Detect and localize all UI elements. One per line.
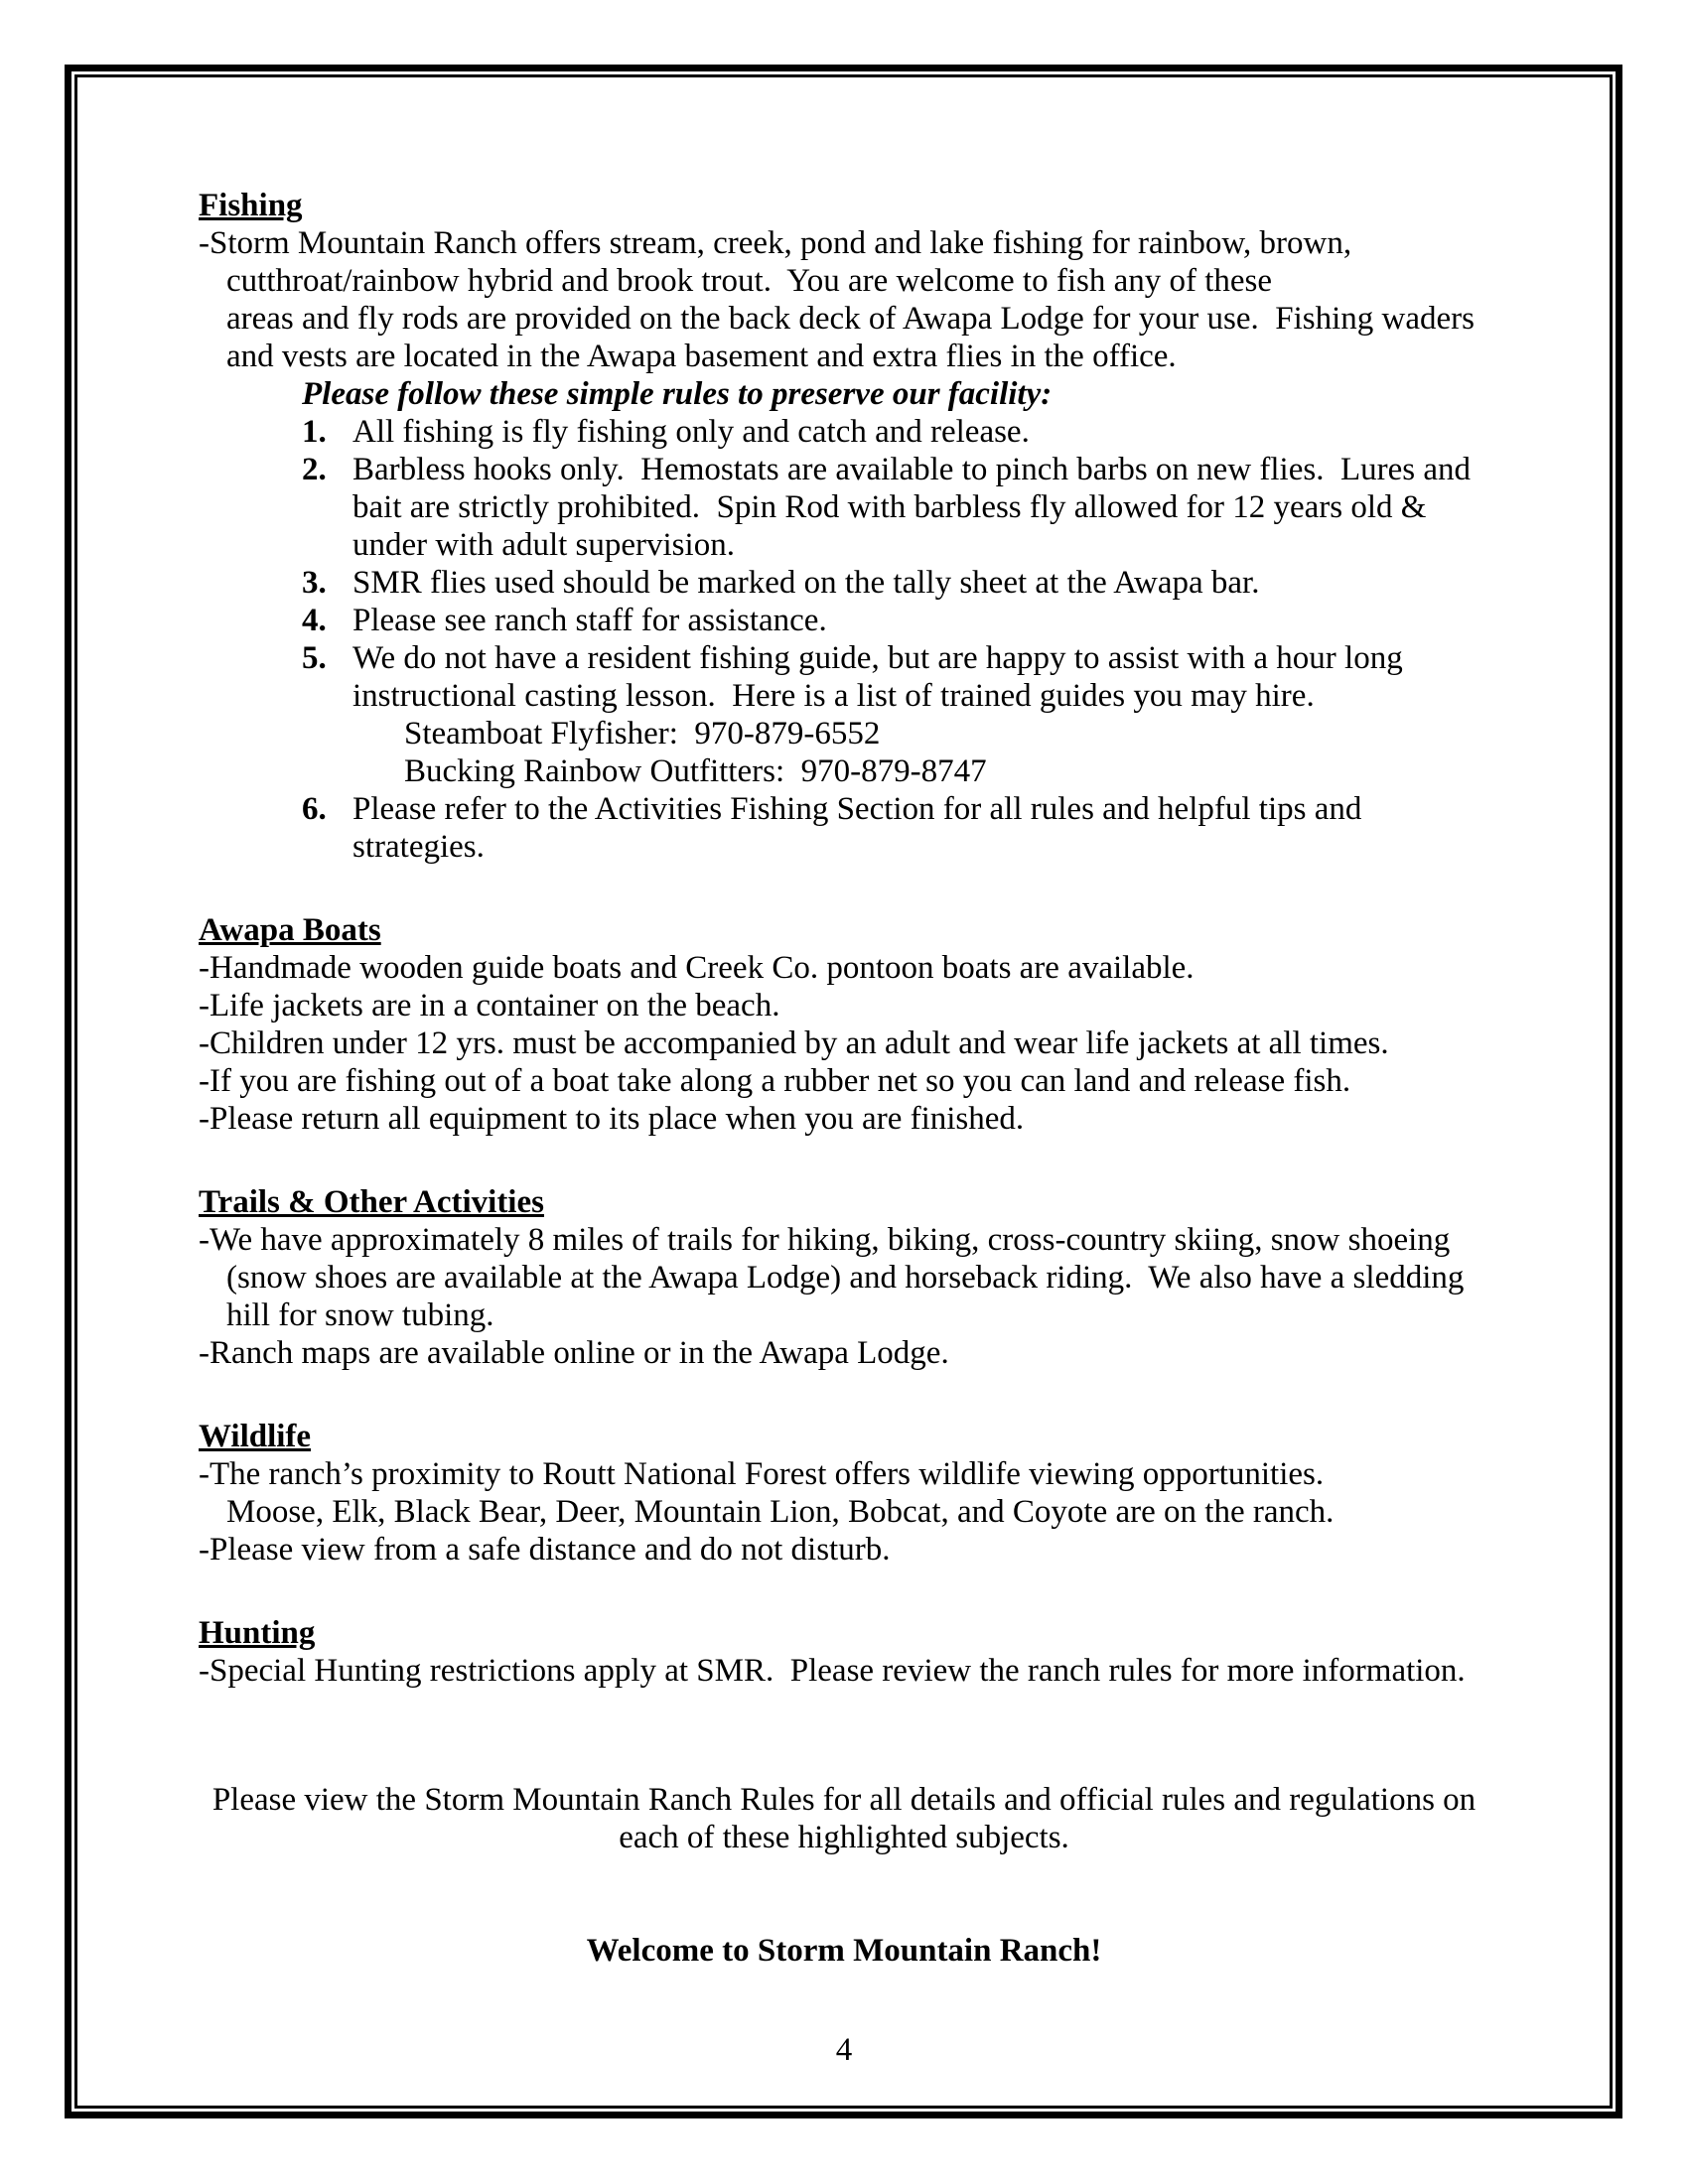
- heading-fishing: Fishing: [199, 188, 303, 223]
- rule-text: instructional casting lesson. Here is a list of trained guides you may hire.: [352, 678, 1315, 714]
- body-line: cutthroat/rainbow hybrid and brook trout. You are welcome to fish any of these: [226, 263, 1273, 299]
- rule-number: 3.: [302, 565, 327, 601]
- guide-contact: Bucking Rainbow Outfitters: 970-879-8747: [404, 753, 987, 789]
- rule-text: under with adult supervision.: [352, 527, 735, 563]
- section-awapa-boats: [199, 911, 1489, 1138]
- body-line: hill for snow tubing.: [226, 1297, 494, 1333]
- body-line: and vests are located in the Awapa basement and extra flies in the office.: [226, 339, 1177, 374]
- rule-text: We do not have a resident fishing guide, but are happy to assist with a hour long: [352, 640, 1403, 676]
- guide-contact: Steamboat Flyfisher: 970-879-6552: [404, 716, 881, 751]
- rule-item-4: [199, 602, 1489, 639]
- section-wildlife: [199, 1418, 1489, 1569]
- body-line: -Special Hunting restrictions apply at SMR. Please review the ranch rules for more information.: [199, 1653, 1466, 1689]
- body-line: -If you are fishing out of a boat take along a rubber net so you can land and release fish.: [199, 1063, 1351, 1099]
- heading-hunting: Hunting: [199, 1615, 316, 1651]
- body-line: -The ranch’s proximity to Routt National Forest offers wildlife viewing opportunities.: [199, 1456, 1325, 1492]
- footer-notice-line: Please view the Storm Mountain Ranch Rules for all details and official rules and regulations on: [211, 1782, 1477, 1818]
- rule-item-3: [199, 564, 1489, 602]
- rule-text: SMR flies used should be marked on the tally sheet at the Awapa bar.: [352, 565, 1260, 601]
- page-number: 4: [835, 2032, 853, 2068]
- body-line: Moose, Elk, Black Bear, Deer, Mountain Lion, Bobcat, and Coyote are on the ranch.: [226, 1494, 1335, 1530]
- body-line: -Children under 12 yrs. must be accompanied by an adult and wear life jackets at all times.: [199, 1025, 1389, 1061]
- rule-item-6: [199, 790, 1489, 866]
- rule-item-1: [199, 413, 1489, 451]
- rule-text: strategies.: [352, 829, 485, 865]
- body-line: (snow shoes are available at the Awapa Lodge) and horseback riding. We also have a sledding: [226, 1260, 1465, 1296]
- body-line: -Please return all equipment to its place when you are finished.: [199, 1101, 1025, 1137]
- rule-text: bait are strictly prohibited. Spin Rod with barbless fly allowed for 12 years old &: [352, 489, 1427, 525]
- rule-number: 1.: [302, 414, 327, 450]
- body-line: areas and fly rods are provided on the back deck of Awapa Lodge for your use. Fishing waders: [226, 301, 1475, 337]
- heading-trails: Trails & Other Activities: [199, 1184, 544, 1220]
- body-line: -We have approximately 8 miles of trails for hiking, biking, cross-country skiing, snow shoeing: [199, 1222, 1451, 1258]
- body-line: -Handmade wooden guide boats and Creek Co. pontoon boats are available.: [199, 950, 1195, 986]
- body-line: -Please view from a safe distance and do not disturb.: [199, 1532, 891, 1568]
- rule-text: All fishing is fly fishing only and catch and release.: [352, 414, 1030, 450]
- rule-number: 4.: [302, 603, 327, 638]
- rule-item-2: [199, 451, 1489, 564]
- footer-notice: [199, 1781, 1489, 1856]
- rule-text: Please see ranch staff for assistance.: [352, 603, 827, 638]
- rule-item-5: [199, 639, 1489, 715]
- heading-awapa-boats: Awapa Boats: [199, 912, 381, 948]
- body-line: -Life jackets are in a container on the beach.: [199, 988, 780, 1024]
- rules-intro: Please follow these simple rules to preserve our facility:: [302, 376, 1053, 412]
- rule-number: 5.: [302, 640, 327, 676]
- rule-text: Barbless hooks only. Hemostats are available to pinch barbs on new flies. Lures and: [352, 452, 1471, 487]
- body-line: -Storm Mountain Ranch offers stream, creek, pond and lake fishing for rainbow, brown,: [199, 225, 1352, 261]
- rule-number: 6.: [302, 791, 327, 827]
- rule-number: 2.: [302, 452, 327, 487]
- document-content: [199, 187, 1489, 2069]
- heading-wildlife: Wildlife: [199, 1419, 312, 1454]
- section-fishing: [199, 187, 1489, 866]
- rule-text: Please refer to the Activities Fishing Section for all rules and helpful tips and: [352, 791, 1362, 827]
- welcome-message: Welcome to Storm Mountain Ranch!: [586, 1933, 1102, 1969]
- section-trails: [199, 1183, 1489, 1372]
- footer-notice-line: each of these highlighted subjects.: [619, 1820, 1069, 1855]
- section-hunting: [199, 1614, 1489, 1690]
- body-line: -Ranch maps are available online or in the Awapa Lodge.: [199, 1335, 949, 1371]
